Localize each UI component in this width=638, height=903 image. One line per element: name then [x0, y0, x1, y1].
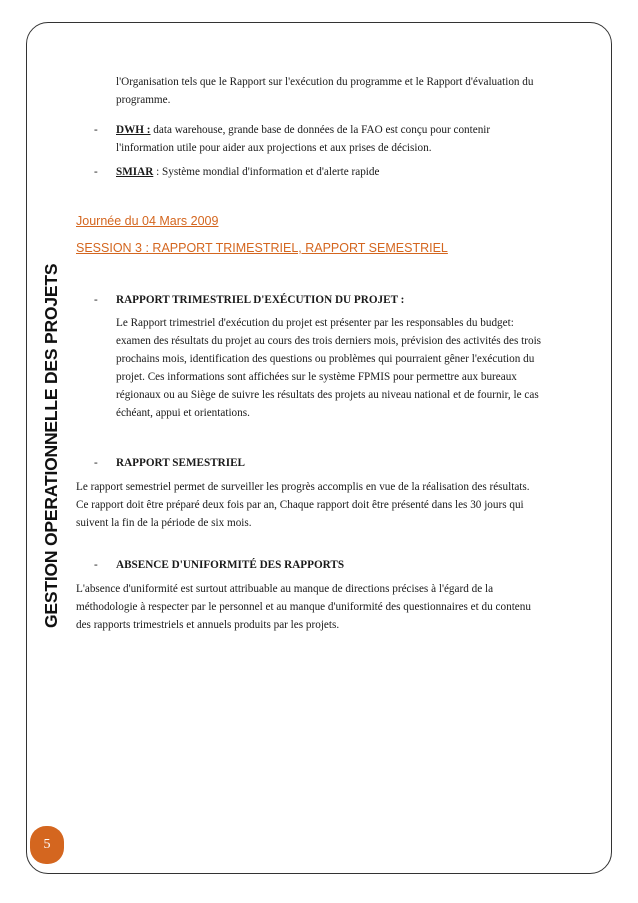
section-line: prochains mois, identification des questions ou problèmes qui pourraient gêner l'exécution du — [116, 353, 535, 365]
date-heading: Journée du 04 Mars 2009 — [76, 214, 219, 228]
bullet-dash: - — [94, 457, 98, 469]
bullet-dash: - — [94, 559, 98, 571]
side-title: GESTION OPERATIONNELLE DES PROJETS — [41, 263, 61, 628]
bullet-dwh — [116, 121, 490, 139]
bullet-dwh-text: data warehouse, grande base de données de la FAO est conçu pour contenir — [150, 124, 491, 136]
term-dwh: DWH : — [116, 124, 151, 136]
section-line: Le Rapport trimestriel d'exécution du projet est présenter par les responsables du budget: — [116, 317, 514, 329]
term-smiar: SMIAR — [116, 166, 154, 178]
page-number-badge — [30, 826, 64, 864]
section-line: Ce rapport doit être préparé deux fois par an, Chaque rapport doit être présenté dans les 30 jours qui — [76, 499, 524, 511]
bullet-dash: - — [94, 166, 98, 178]
session-heading: SESSION 3 : RAPPORT TRIMESTRIEL, RAPPORT SEMESTRIEL — [76, 241, 448, 255]
section-line: des rapports trimestriels et annuels produits par les projets. — [76, 619, 340, 631]
section-title: ABSENCE D'UNIFORMITÉ DES RAPPORTS — [116, 559, 345, 571]
bullet-smiar — [116, 163, 379, 181]
bullet-smiar-text: : Système mondial d'information et d'alerte rapide — [153, 166, 380, 178]
intro-line: l'Organisation tels que le Rapport sur l'exécution du programme et le Rapport d'évaluation du — [116, 76, 534, 88]
bullet-dwh-line: l'information utile pour aider aux projections et aux prises de décision. — [116, 142, 432, 154]
section-line: méthodologie à respecter par le personnel et au manque d'uniformité des questionnaires et du contenu — [76, 601, 531, 613]
section-line: L'absence d'uniformité est surtout attribuable au manque de directions précises à l'égard de la — [76, 583, 494, 595]
bullet-dash: - — [94, 124, 98, 136]
section-title: RAPPORT SEMESTRIEL — [116, 457, 246, 469]
section-title: RAPPORT TRIMESTRIEL D'EXÉCUTION DU PROJET : — [116, 294, 405, 306]
intro-line: programme. — [116, 94, 171, 106]
section-line: examen des résultats du projet au cours des trois derniers mois, prévision des activités des trois — [116, 335, 542, 347]
page-number: 5 — [43, 837, 51, 852]
section-line: suivent la fin de la période de six mois. — [76, 517, 252, 529]
bullet-dash: - — [94, 294, 98, 306]
section-line: régionaux ou au Siège de suivre les résultats des projets au niveau national et de fournir, le cas — [116, 389, 539, 401]
section-line: échéant, appui et orientations. — [116, 407, 250, 419]
section-line: Le rapport semestriel permet de surveiller les progrès accomplis en vue de la réalisation des résultats. — [76, 481, 530, 493]
section-line: projet. Ces informations sont affichées sur le système FPMIS pour permettre aux bureaux — [116, 371, 517, 383]
